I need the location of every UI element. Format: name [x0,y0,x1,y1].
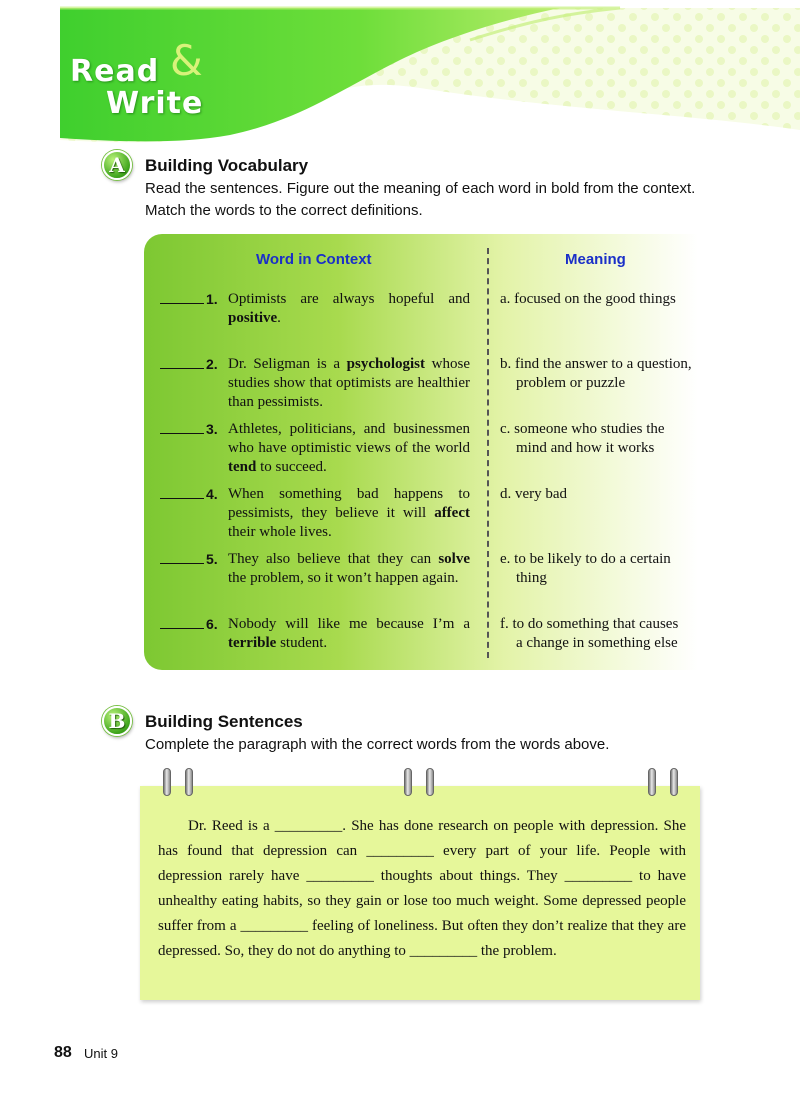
vocab-word-6: terrible [228,635,277,651]
meaning-e: e. to be likely to do a certain thing [500,551,671,586]
vocab-sentence-4: When something bad happens to pessimists, they believe it will affect their whole lives. [228,486,470,540]
binder-ring-icon [426,768,434,796]
column-header-word: Word in Context [256,251,372,268]
meaning-b: b. find the answer to a question, problem or puzzle [500,356,692,391]
unit-label: Unit 9 [84,1046,118,1061]
section-a-title: Building Vocabulary [145,156,309,175]
answer-blank-2[interactable]: 2. [160,356,218,372]
title-write: Write [106,86,204,121]
title-read: Read [70,54,160,89]
section-a-badge: A [102,150,132,180]
binder-ring-icon [185,768,193,796]
section-b-title: Building Sentences [145,712,303,731]
page-number: 88 [54,1044,72,1061]
section-b-instructions: Complete the paragraph with the correct words from the words above. [145,736,610,753]
answer-blank-3[interactable]: 3. [160,421,218,437]
vocab-word-3: tend [228,459,257,475]
meaning-d: d. very bad [500,486,568,502]
meaning-c: c. someone who studies the mind and how it works [500,421,665,456]
vocab-sentence-6: Nobody will like me because I’m a terrible student. [228,616,470,651]
vocab-sentence-5: They also believe that they can solve the problem, so it won’t happen again. [228,551,470,586]
meaning-f: f. to do something that causes a change in something else [500,616,679,651]
vocab-sentence-3: Athletes, politicians, and businessmen who have optimistic views of the world tend to succeed. [228,421,470,475]
column-divider [487,248,489,658]
answer-blank-1[interactable]: 1. [160,291,218,307]
fill-in-paragraph [158,814,686,964]
answer-blank-4[interactable]: 4. [160,486,218,502]
binder-ring-icon [163,768,171,796]
binder-ring-icon [670,768,678,796]
vocab-word-5: solve [438,551,470,567]
vocab-sentence-1: Optimists are always hopeful and positive. [228,291,470,326]
section-a-instructions-line1: Read the sentences. Figure out the meaning of each word in bold from the context. [145,180,696,197]
vocab-word-2: psychologist [346,356,426,372]
answer-blank-5[interactable]: 5. [160,551,218,567]
header-banner [0,0,800,150]
column-header-meaning: Meaning [565,251,626,268]
binder-ring-icon [404,768,412,796]
title-ampersand: & [170,36,203,85]
meaning-a: a. focused on the good things [500,291,676,307]
vocab-word-1: positive [228,310,278,326]
answer-blank-6[interactable]: 6. [160,616,218,632]
vocab-sentence-2: Dr. Seligman is a psychologist whose studies show that optimists are healthier than pessimists. [228,356,471,410]
section-a-instructions-line2: Match the words to the correct definitions. [145,202,423,219]
paragraph-first-sentence: Dr. Reed is a _________. She has done research on people with depression. [188,818,659,834]
vocab-word-4: affect [434,505,470,521]
binder-ring-icon [648,768,656,796]
paragraph-rest: She has found that depression can _________ every part of your life. People with depression rarely have _________ thoughts about things. They _________ to have unhealthy eating habits, so they gain or lose too much weight. Some depressed people suffer from a _________ feeling of loneliness. But often they don’t realize that they are depressed. So, they do not do anything to _________ the problem. [158,818,687,959]
section-b-badge: B [102,706,132,736]
